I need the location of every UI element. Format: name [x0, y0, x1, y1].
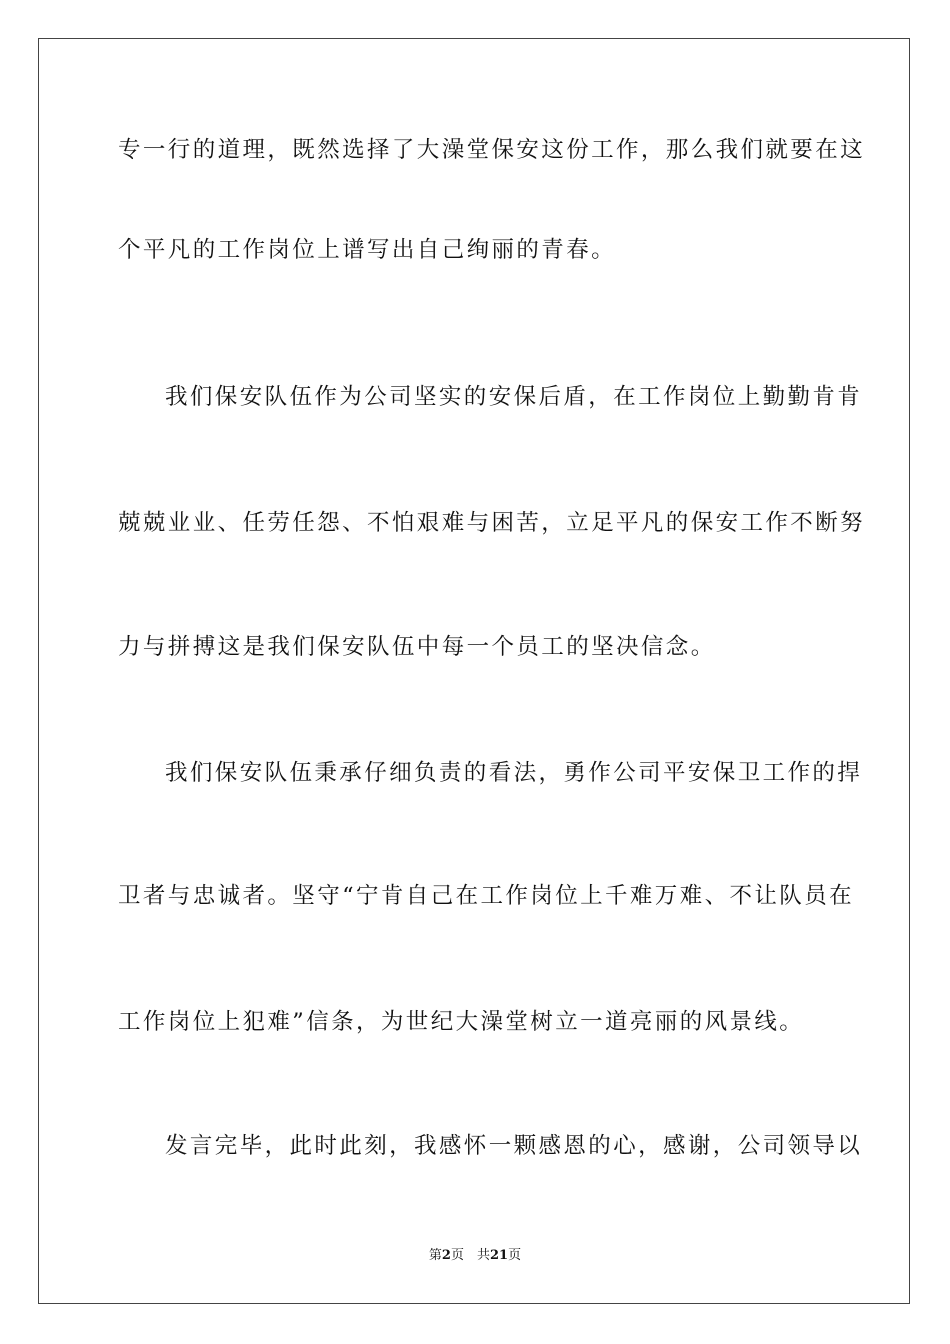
text-line-6: 我们保安队伍秉承仔细负责的看法，勇作公司平安保卫工作的捍: [165, 760, 863, 786]
page-border: [38, 38, 910, 1304]
footer-prefix: 第: [428, 1248, 442, 1263]
footer-mid: 页 共: [450, 1248, 490, 1263]
text-line-2: 个平凡的工作岗位上谱写出自己绚丽的青春。: [118, 237, 617, 263]
footer-suffix: 页: [508, 1248, 522, 1263]
text-line-7: 卫者与忠诚者。坚守“宁肯自己在工作岗位上千难万难、不让队员在: [118, 883, 855, 909]
text-line-8: 工作岗位上犯难”信条，为世纪大澡堂树立一道亮丽的风景线。: [118, 1009, 805, 1035]
text-line-9: 发言完毕，此时此刻，我感怀一颗感恩的心，感谢，公司领导以: [165, 1133, 863, 1159]
text-line-4: 兢兢业业、任劳任怨、不怕艰难与困苦，立足平凡的保安工作不断努: [118, 510, 866, 536]
footer-page-current: 2: [441, 1248, 451, 1263]
footer-page-total: 21: [489, 1248, 509, 1263]
text-line-1: 专一行的道理，既然选择了大澡堂保安这份工作，那么我们就要在这: [118, 137, 866, 163]
text-line-5: 力与拼搏这是我们保安队伍中每一个员工的坚决信念。: [118, 634, 716, 660]
page-footer: [0, 1247, 950, 1265]
text-line-3: 我们保安队伍作为公司坚实的安保后盾，在工作岗位上勤勤肯肯: [165, 384, 863, 410]
